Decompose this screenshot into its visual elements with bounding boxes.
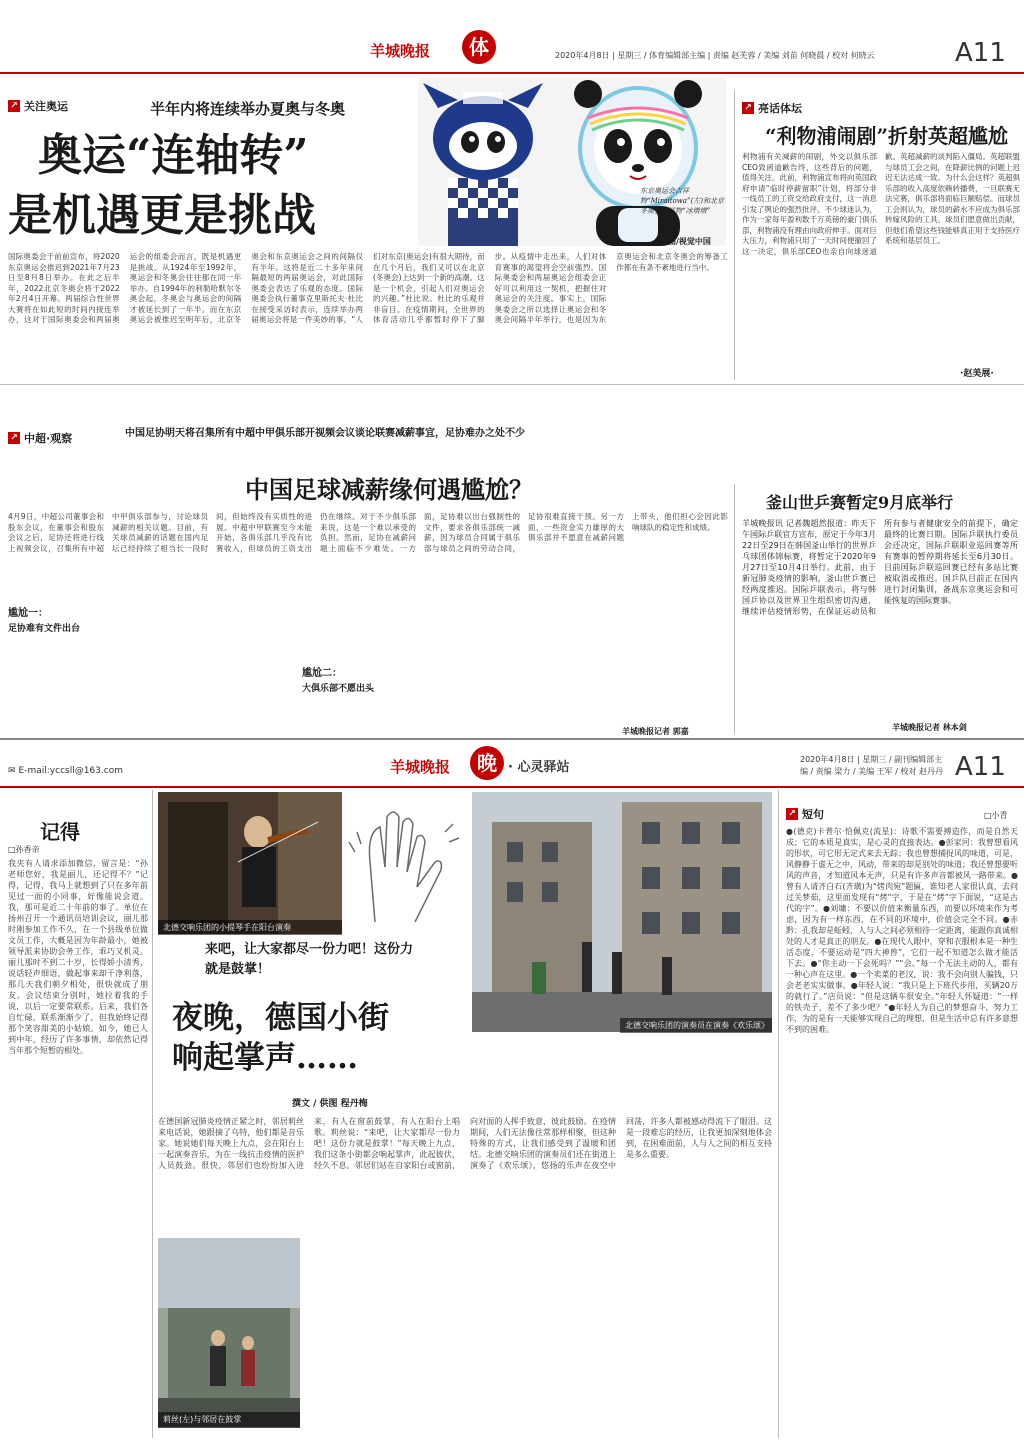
news-flash-author: ·赵美展·: [960, 369, 994, 379]
column-divider: [778, 790, 779, 1438]
tag-icon: ↗: [786, 808, 798, 820]
football-tag: ↗ 中超·观察: [8, 430, 72, 446]
tag-icon: ↗: [8, 432, 20, 444]
memory-title: 记得: [40, 820, 80, 844]
memory-author: □孙香亲: [8, 845, 40, 854]
street-caption: 北德交响乐团的演奏员在演奏《欢乐颂》: [620, 1018, 772, 1033]
page-number: A11: [955, 38, 1006, 68]
shorts-body: ●(德克)卡普尔·恰佩克(流星)：诗歌不需要搏造作，而是自然天成；它的本质是真实，是心灵的直接表达。●彭家河：我曾想看风的形状，可它形无定式来去无踪；我也曾想捕捉风的味道，可是，风静静于虚无之中，风动，带来的却是别处的味道；我还曾想要听风的声音，才知道风本无声，只是有许多声音都被风一路带来。●曾有人请齐白石(齐璜)为“烤肉宛”题匾，谁知老人家很认真，去问过关梦茹，这里面发现有“烤”字，于是在“烤”字下面说，“这是古代的字”。●刘墉：不要以价值来衡量东西，而要以环境来作为考虑，因为有一样东西，在不同的环境中，价值会完全不同。●赤黔：孔我却是蚯蚓，人与人之间必须相待一定距离，能跟你真诚相处的人才是真正的朋友。●在现代人眼中，穿和衣服根本是一种生活态度，不要运动是“四大神兽”，它们一起不知道怎么做才能活下去。●“你主动一下会死吗？”“会。”每一个无法主动的人，都有一种心声在这里。●一个卖菜的老汉，说：我不会向别人骗钱，只会老老实实做事。●年轻人说：“我只是上下班代步用，买辆20万的就行了。”店员说：“但是这辆车很安全。”年轻人怀疑道：“一样的铁壳子，差不了多少吧？”●年轻人为自己的梦想奋斗，努力工作，为的是有一天能够实现自己的理想，但是生活中总有许多意想不到的困难。: [786, 827, 1018, 1034]
evening-logo: 羊城晚报: [390, 758, 451, 776]
busan-body: 羊城晚报讯 记者魏超然报道：昨天下午国际乒联官方宣布，原定于今年3月22日至29日在韩国釜山举行的世界乒乓球团体锦标赛，将暂定于2020年9月27日至10月4日举行。此前，由于新冠肺炎疫情的影响，釜山世乒赛已经两度推迟。国际乒联表示，将与韩国乒协以及世界卫生组织密切沟通，继续评估疫情形势，在保证运动员和所有参与者健康安全的前提下，确定最终的比赛日期。国际乒联执行委员会还决定，国际乒联职业巡回赛等所有赛事的暂停期将延长至6月30日。目前国际乒联巡回赛已经有多站比赛被取消或推迟。国乒队目前正在国内进行封闭集训，备战东京奥运会和可能恢复的国际赛事。: [742, 519, 1018, 616]
germany-kicker: 来吧，让大家都尽一份力吧！这份力 就是鼓掌！: [205, 942, 414, 977]
evening-page-number: A11: [955, 752, 1006, 782]
news-flash-title: “利物浦闹剧”折射英超尴尬: [765, 124, 1009, 148]
section-sub: · 心灵驿站: [508, 760, 570, 775]
germany-body: 在德国新冠肺炎疫情正紧之时，邻居莉丝来电话说，她跟摘了乌特，他们都是音乐家。她说她们每天晚上九点，会在阳台上一起演奏音乐，为在一线抗击疫情的医护人员鼓劲。很快，邻居们也纷纷加入进来，有人在窗前鼓掌，有人在阳台上唱歌。莉丝说：“来吧，让大家都尽一份力吧！这份力就是鼓掌！”每天晚上九点，我们这条小街都会响起掌声，此起彼伏，经久不息。邻居们站在自家阳台或窗前，向对面的人挥手致意，彼此鼓励。在疫情期间，人们无法像往常那样相聚，但这种特殊的方式，让我们感受到了温暖和团结。北德交响乐团的演奏员们还在街道上演奏了《欢乐颂》，悠扬的乐声在夜空中回荡，许多人都被感动得流下了眼泪。这是一段难忘的经历，让我更加深刻地体会到，在困难面前，人与人之间的相互支持是多么重要。: [158, 1117, 772, 1170]
street-photo: [472, 792, 772, 1032]
header-rule: [0, 72, 1024, 74]
column-divider: [152, 790, 153, 1438]
news-flash-tag: ↗ 亮话体坛: [742, 100, 802, 116]
olympics-body: 国际奥委会于前前宣布，将2020东京奥运会推迟到2021年7月23日至8月8日举办。在此之后半年，2022北京冬奥会将于2022年2月4日开幕。两届综合性世界大赛将在如此短的时间内接连举办，这对于国际奥委会和两届奥运会的组委会而言，既是机遇更是挑战。从1924年至1992年，奥运会和冬奥会往往都在同一年举办。自1994年的利勒哈默尔冬奥会起，冬奥会与奥运会的间隔才被延长到了一年半。而在东京奥运会被推迟至明年后，北京冬奥会和东京奥运会之间的间隔仅有半年。这将是近二十多年来间隔最短的两届奥运会，对此国际奥委会表达了乐观的态度。国际奥委会执行董事克里斯托夫·杜比在接受采访时表示，连续举办两届奥运会将是一件美妙的事。“人们对东京(奥运会)有很大期待，而在几个月后，我们又可以在北京(冬奥会)上达到一个新的高潮。这是一个机会，引起人们对奥运会的兴趣。”杜比说。杜比的乐观并非盲目。在疫情期间，全世界的体育活动几乎都暂时停下了脚步。从疫情中走出来，人们对体育赛事的渴望将会空前强烈。国际奥委会和两届奥运会组委会正好可以利用这一契机，把握住对奥运会的关注度。事实上，国际奥委会之所以选择让奥运会和冬奥会间隔半年举行，也是因为东京奥运会和北京冬奥会的筹备工作都在有条不紊地进行当中。: [8, 252, 728, 324]
busan-author: 羊城晚报记者 林本剑: [892, 723, 967, 732]
evening-rule: [0, 786, 1024, 788]
balcony-caption: 莉丝(左)与邻居在鼓掌: [158, 1412, 300, 1427]
football-title: 中国足球减薪缘何遇尴尬？: [245, 475, 533, 504]
mascot-photo: [418, 78, 726, 246]
masthead-logo: 羊城晚报: [370, 42, 431, 60]
violin-caption: 北德交响乐团的小提琴手在阳台演奏: [158, 920, 342, 935]
shorts-author: □小青: [984, 811, 1008, 820]
football-subhead-1: 尴尬一： 足协难有文件出台: [8, 602, 104, 636]
football-author: 羊城晚报记者 郭嘉: [622, 727, 689, 736]
violin-photo: [158, 792, 342, 934]
mail-icon: ✉: [8, 766, 16, 776]
news-flash-body: 利物浦有关减薪的闹剧，外交以俱乐部CEO致函道歉告终，这些背后的问题，值得关注。此前，利物浦宣布将向英国政府申请“临时停薪留职”计划，将部分非一线员工的工资交给政府支付，这一消息引发了舆论的强烈批评。不少球迷认为，作为一家每年盈利数千万英镑的豪门俱乐部，利物浦没有理由向政府伸手。面对巨大压力，利物浦只用了一天时间便撤回了这一决定，俱乐部CEO也亲自向球迷道歉。英超减薪的谈判陷入僵局。英超联盟与球员工会之间，在降薪比例的问题上迟迟无法达成一致。为什么会这样？英超俱乐部的收入高度依赖转播费，一旦联赛无法完赛，俱乐部将面临巨额赔偿。而球员工会则认为，球员的薪水不应成为俱乐部转嫁风险的工具。球员们愿意做出贡献，但他们希望这些钱能够真正用于支持医疗系统和基层员工。: [742, 152, 1020, 256]
germany-byline: 撰文 / 供图 程丹梅: [292, 1099, 368, 1109]
header-info: 2020年4月8日 | 星期三 / 体育编辑部主编 | 责编 赵芙蓉 / 美编 刘苗 何晓晨 / 校对 何晓云: [555, 51, 875, 60]
balcony-photo: [158, 1238, 300, 1428]
olympics-title-2: 是机遇更是挑战: [8, 190, 316, 241]
column-divider: [734, 484, 735, 734]
olympics-title-1: 奥运“连轴转”: [38, 130, 309, 181]
tag-icon: ↗: [742, 102, 754, 114]
section-evening: 晚: [470, 746, 504, 780]
football-kicker: 中国足协明天将召集所有中超中甲俱乐部开视频会议谈论联赛减薪事宜，足协难办之处不少: [125, 428, 525, 439]
page-split: [0, 738, 1024, 740]
miraitowa-mascot: [423, 83, 543, 246]
column-divider: [734, 90, 735, 380]
football-body: 4月9日，中超公司董事会和股东会议，在董事会和股东会议之后，足协还将进行线上视频会议，召集所有中超中甲俱乐部参与，讨论球员减薪的相关议题。目前，有关球员减薪的话题在国内足坛已经持续了相当长一段时间，但始终没有实质性的进展。中超中甲联赛至今未能开始，各俱乐部几乎没有比赛收入，但球员的工资支出仍在继续。对于不少俱乐部来说，这是一个难以承受的负担。然而，足协在减薪问题上面临不少难处。一方面，足协难以出台强制性的文件，要求各俱乐部统一减薪，因为球员合同属于俱乐部与球员之间的劳动合同，足协很难直接干预。另一方面，一些资金实力雄厚的大俱乐部并不愿意在减薪问题上带头，他们担心会因此影响球队的稳定性和成绩。: [8, 512, 728, 553]
memory-body: 我夹有人请求添加微信，留言是：“孙老师您好，我是丽儿，还记得不？”记得，记得，我马上就想到了只在多年前见过一面的小同事，好像能说会道。我，那可是近二十年前的事了。单位在扬州召开一个通讯员培训会议，丽儿那时刚参加工作不久，在一个县级单位做文员工作，大概是因为年龄最小，她被领导派来协助会务工作，乖巧又机灵。丽儿那时不到二十岁，长得娇小清秀，说话轻声细语，做起事来却干净利落，那几天我们朝夕相处，很快就成了朋友。会议结束分别时，她拉着我的手说，以后一定要常联系。后来，我们各自忙碌，联系渐渐少了，但我始终记得那个笑容甜美的小姑娘。如今，她已人到中年，经历了许多事情，却依然记得当年那个短暂的相处。: [8, 859, 148, 1055]
germany-title: 夜晚，德国小街 响起掌声……: [172, 1000, 389, 1076]
contact-email[interactable]: ✉ E-mail:yccsll@163.com: [8, 766, 123, 776]
football-subhead-2: 尴尬二： 大俱乐部不愿出头: [298, 662, 402, 696]
section-divider: [0, 384, 1024, 385]
busan-title: 釜山世乒赛暂定9月底举行: [766, 493, 954, 512]
olympics-tag: ↗ 关注奥运: [8, 98, 68, 114]
hands-illustration: [345, 792, 463, 932]
shorts-tag: ↗ 短句: [786, 806, 824, 822]
mascot-credit: 图/视觉中国: [668, 237, 711, 246]
tag-icon: ↗: [8, 100, 20, 112]
olympics-kicker: 半年内将连续举办夏奥与冬奥: [150, 100, 346, 118]
mascot-caption: 东京奥运会吉祥物“Miraitowa”(左)和北京冬奥会吉祥物“冰墩墩”: [640, 187, 724, 215]
section-sports: 体: [462, 30, 496, 64]
evening-info: 2020年4月8日 | 星期三 / 副刊编辑部主编 / 责编 梁力 / 美编 王军 / 校对 赵丹丹: [800, 755, 943, 776]
bingdwendwen-mascot: [574, 80, 702, 246]
